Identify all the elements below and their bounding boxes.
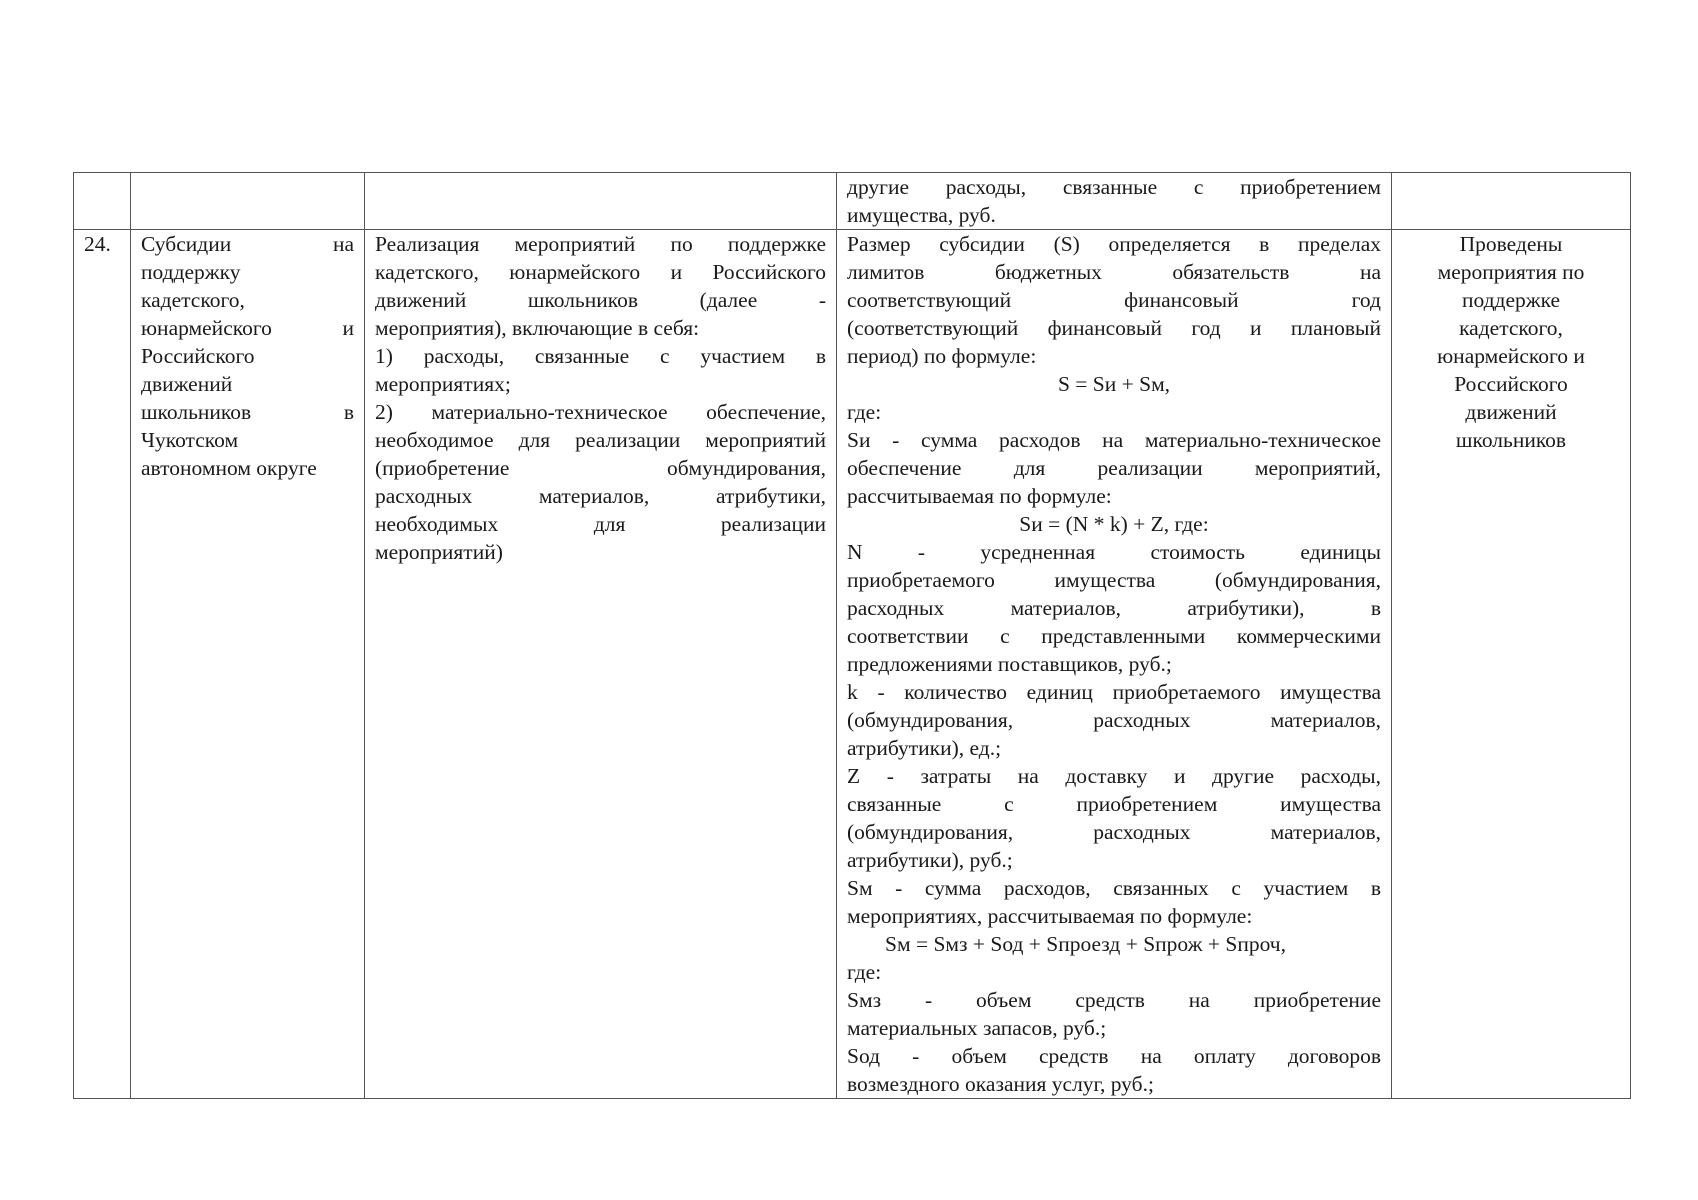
text-line: где:	[847, 400, 882, 424]
text-line: расходных материалов, атрибутики), в	[847, 596, 1381, 620]
text-line: Проведены	[1459, 232, 1563, 256]
formula-si: Sи = (N * k) + Z, где:	[1019, 512, 1209, 536]
text-line: соответствующий финансовый год	[847, 288, 1381, 312]
text-line: движений	[1465, 400, 1557, 424]
text-line: лимитов бюджетных обязательств на	[847, 260, 1381, 284]
text-line: юнармейского и	[1437, 344, 1585, 368]
text-line: предложениями поставщиков, руб.;	[847, 652, 1172, 676]
text-line: движений школьников (далее -	[375, 288, 826, 312]
text-line: Sод - объем средств на оплату договоров	[847, 1044, 1381, 1068]
cell-description	[365, 230, 837, 1099]
text-line: мероприятиях, рассчитываемая по формуле:	[847, 904, 1253, 928]
text-line: связанные с приобретением имущества	[847, 792, 1381, 816]
cell-name-empty	[131, 173, 365, 230]
cell-subsidy-name	[131, 230, 365, 1099]
text-line: необходимое для реализации мероприятий	[375, 428, 826, 452]
text-line: Субсидии на	[141, 232, 354, 256]
text-line: Российского	[1454, 372, 1568, 396]
text-line: N - усредненная стоимость единицы	[847, 540, 1381, 564]
table-row-continuation	[74, 173, 1631, 230]
text-line: Реализация мероприятий по поддержке	[375, 232, 826, 256]
text-line: мероприятия), включающие в себя:	[375, 316, 700, 340]
cell-result-empty	[1392, 173, 1631, 230]
text-line: поддержку	[141, 260, 241, 284]
text-line: (приобретение обмундирования,	[375, 456, 826, 480]
text-line: мероприятий)	[375, 540, 503, 564]
text-line: расходных материалов, атрибутики,	[375, 484, 826, 508]
text-line: юнармейского и	[141, 316, 354, 340]
text-line: атрибутики), ед.;	[847, 736, 1002, 760]
text-line: (обмундирования, расходных материалов,	[847, 820, 1381, 844]
text-line: обеспечение для реализации мероприятий,	[847, 456, 1381, 480]
text-line: школьников в	[141, 400, 354, 424]
text-line: материальных запасов, руб.;	[847, 1016, 1107, 1040]
text-line: автономном округе	[141, 456, 317, 480]
formula-s: S = Sи + Sм,	[1057, 372, 1171, 396]
text-line: школьников	[1455, 428, 1567, 452]
text-line: другие расходы, связанные с приобретением	[847, 175, 1381, 199]
text-line: атрибутики), руб.;	[847, 848, 1013, 872]
text-line: Российского	[141, 344, 255, 368]
text-line: Чукотском	[141, 428, 239, 452]
text-line: соответствии с представленными коммерческими	[847, 624, 1381, 648]
cell-number-empty	[74, 173, 131, 230]
text-line: кадетского,	[1459, 316, 1563, 340]
text-line: период) по формуле:	[847, 344, 1037, 368]
text-line: кадетского,	[141, 288, 245, 312]
text-line: где:	[847, 960, 882, 984]
text-line: движений	[141, 372, 233, 396]
formula-sm: Sм = Sмз + Sод + Sпроезд + Sпрож + Sпроч,	[885, 932, 1286, 956]
text-line: Sи - сумма расходов на материально-техническое	[847, 428, 1381, 452]
text-line: возмездного оказания услуг, руб.;	[847, 1072, 1154, 1096]
row-number: 24.	[74, 230, 131, 1099]
text-line: поддержке	[1461, 288, 1561, 312]
text-line: Z - затраты на доставку и другие расходы,	[847, 764, 1381, 788]
cell-calculation-continued	[837, 173, 1392, 230]
text-line: мероприятиях;	[375, 372, 511, 396]
text-line: 2) материально-техническое обеспечение,	[375, 400, 826, 424]
cell-result	[1392, 230, 1631, 1099]
text-line: имущества, руб.	[847, 203, 996, 227]
cell-description-empty	[365, 173, 837, 230]
text-line: мероприятия по	[1437, 260, 1585, 284]
text-line: k - количество единиц приобретаемого имущества	[847, 680, 1381, 704]
text-line: приобретаемого имущества (обмундирования,	[847, 568, 1381, 592]
text-line: 1) расходы, связанные с участием в	[375, 344, 826, 368]
text-line: рассчитываемая по формуле:	[847, 484, 1112, 508]
text-line: кадетского, юнармейского и Российского	[375, 260, 826, 284]
cell-calculation	[837, 230, 1392, 1099]
text-line: необходимых для реализации	[375, 512, 826, 536]
text-line: (соответствующий финансовый год и плановый	[847, 316, 1381, 340]
text-line: Sм - сумма расходов, связанных с участием в	[847, 876, 1381, 900]
text-line: Размер субсидии (S) определяется в пределах	[847, 232, 1381, 256]
text-line: (обмундирования, расходных материалов,	[847, 708, 1381, 732]
table-row-24	[74, 230, 1631, 1099]
document-table	[73, 172, 1631, 1099]
text-line: Sмз - объем средств на приобретение	[847, 988, 1381, 1012]
